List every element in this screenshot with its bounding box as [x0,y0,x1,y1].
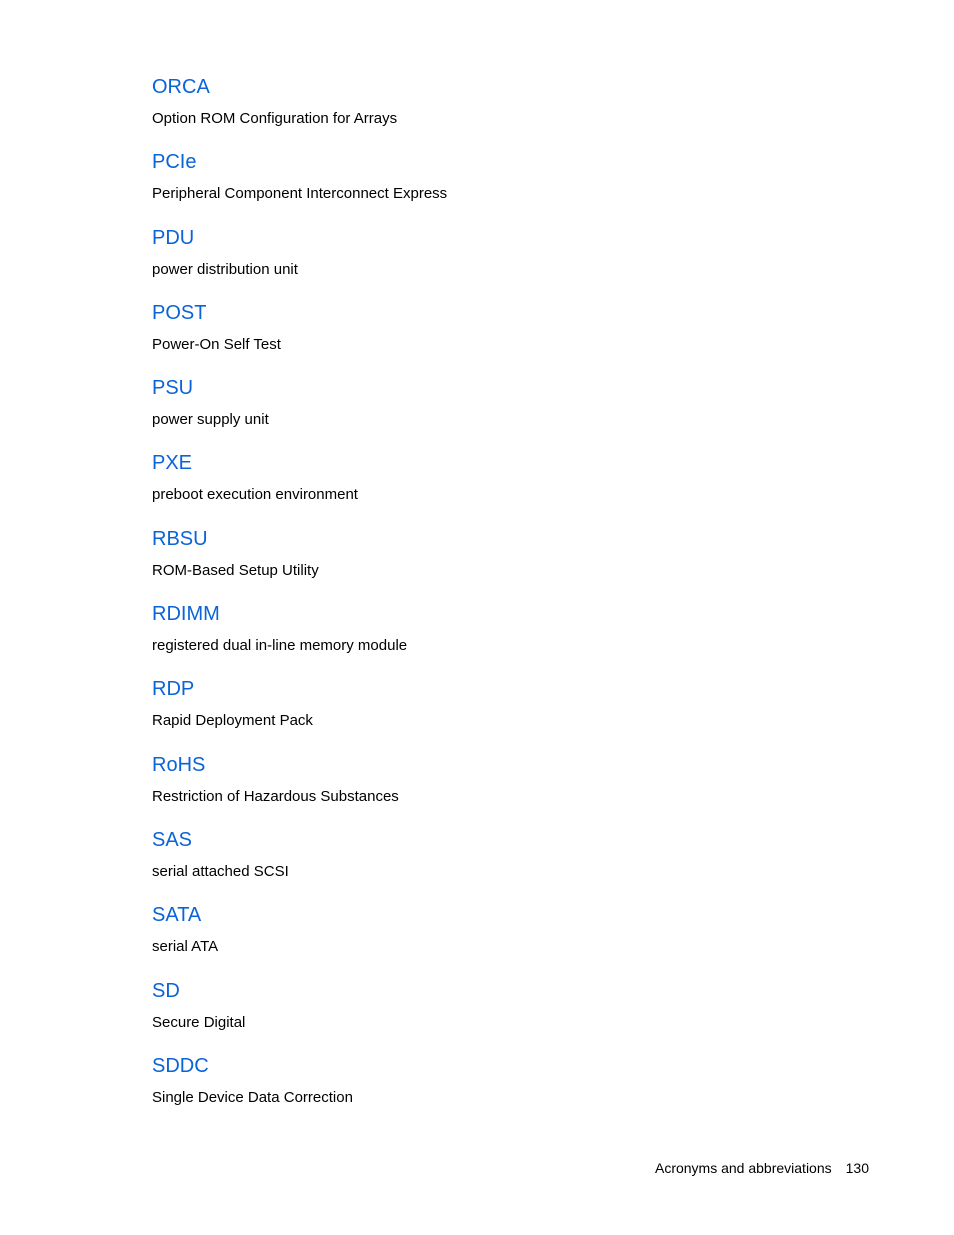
glossary-entry [152,300,852,375]
glossary-entry [152,827,852,902]
glossary-entry [152,752,852,827]
glossary-term[interactable]: PDU [152,226,195,249]
glossary-term[interactable]: PSU [152,377,194,400]
glossary-definition: ROM-Based Setup Utility [152,561,319,579]
glossary-term[interactable]: SATA [152,904,202,927]
glossary-definition: registered dual in-line memory module [152,637,408,655]
glossary-definition: Secure Digital [152,1013,246,1031]
glossary-definition: Power-On Self Test [152,335,281,353]
glossary-term[interactable]: SDDC [152,1054,209,1077]
glossary-term[interactable]: RBSU [152,527,208,550]
glossary-term[interactable]: SAS [152,828,193,851]
glossary-entry [152,450,852,525]
glossary-term[interactable]: ORCA [152,76,210,98]
glossary-definition: preboot execution environment [152,486,358,504]
glossary-definition: Single Device Data Correction [152,1088,353,1106]
glossary-entry [152,1053,852,1128]
glossary-definition: Restriction of Hazardous Substances [152,787,399,805]
glossary-definition: Rapid Deployment Pack [152,712,313,730]
glossary-definition: Option ROM Configuration for Arrays [152,110,398,127]
glossary-term[interactable]: RDIMM [152,603,220,626]
glossary-definition: serial attached SCSI [152,862,289,880]
glossary-term[interactable]: POST [152,301,207,324]
glossary-entry [152,902,852,977]
glossary-entry [152,526,852,601]
glossary-definition: power distribution unit [152,260,298,278]
glossary-definition: Peripheral Component Interconnect Express [152,185,448,203]
glossary-entry [152,225,852,300]
glossary-term[interactable]: PXE [152,452,193,475]
glossary-entry [152,676,852,751]
footer-section-title: Acronyms and abbreviations [654,1160,832,1176]
glossary-definition: serial ATA [152,938,219,956]
glossary-entry [152,978,852,1053]
glossary-entry [152,74,852,149]
glossary-term[interactable]: RDP [152,678,195,701]
page-number: 130 [845,1160,869,1176]
glossary-entry [152,149,852,224]
glossary-entry [152,601,852,676]
glossary-term[interactable]: RoHS [152,753,206,776]
glossary-term[interactable]: PCIe [152,151,197,174]
glossary-term[interactable]: SD [152,979,180,1002]
glossary-entry [152,375,852,450]
glossary-list [152,74,852,1128]
glossary-definition: power supply unit [152,411,269,429]
page-footer [655,1158,869,1178]
